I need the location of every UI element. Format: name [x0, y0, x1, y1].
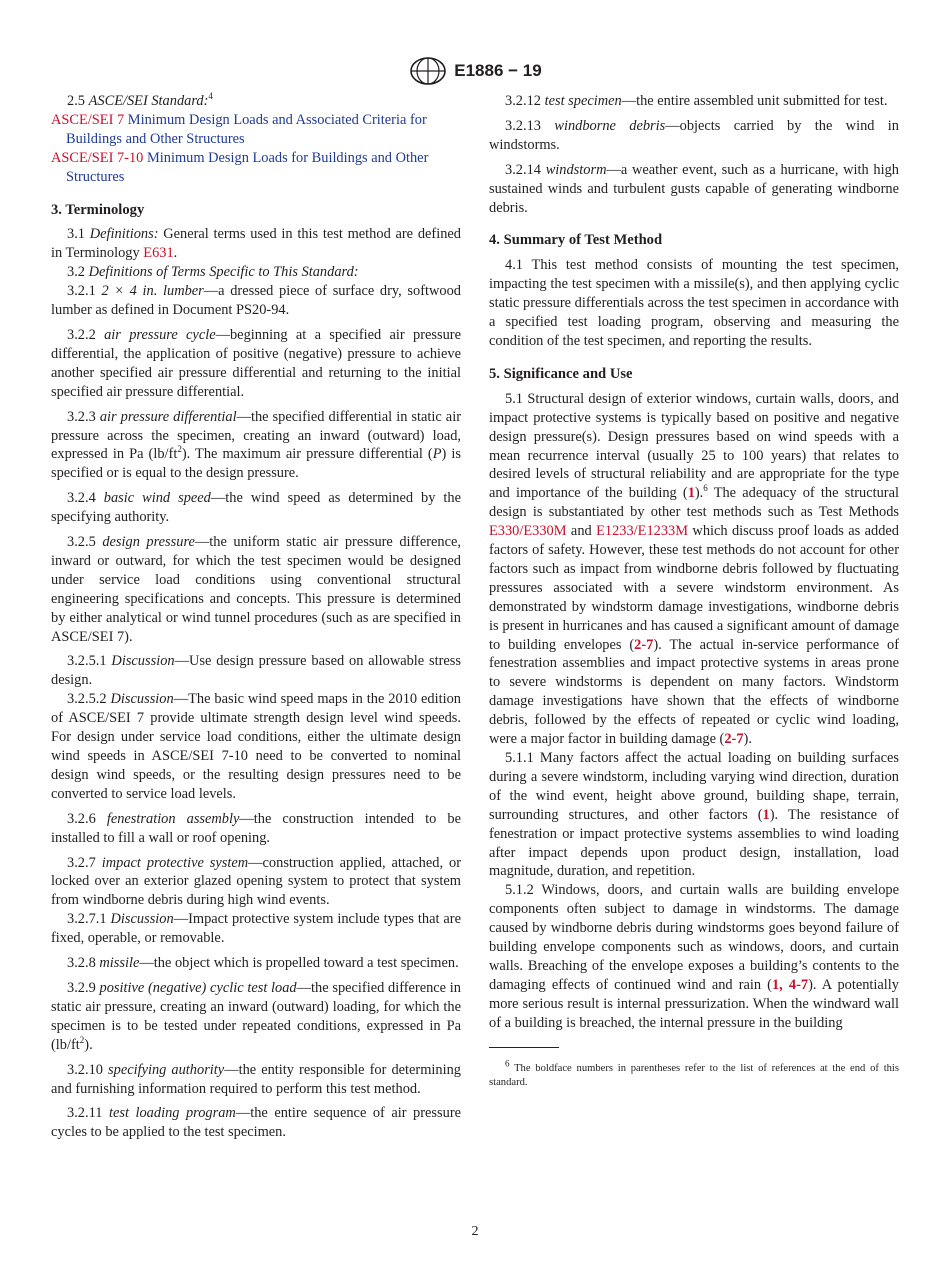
reference-link[interactable]: 2-7	[634, 636, 654, 653]
paragraph-3-2-5-1: 3.2.5.1 Discussion—Use design pressure based on allowable stress design.	[51, 653, 461, 689]
paragraph-3-2-10: 3.2.10 specifying authority—the entity responsible for determining and furnishing information required to perform this test method.	[51, 1061, 461, 1097]
paragraph-3-1: 3.1 Definitions: General terms used in this test method are defined in Terminology E631.	[51, 226, 461, 262]
paragraph-5-1-1: 5.1.1 Many factors affect the actual loading on building surfaces during a severe windstorm, including varying wind direction, duration of the wind event, height above ground, building shape, terrain, surrounding structures, and other factors (1). The resistance of fenestration or impact protective systems assemblies to wind loading after impact depends upon product design, installation, load magnitude, duration, and repetition.	[489, 750, 899, 880]
page-header	[0, 56, 950, 86]
reference-title-link[interactable]: Minimum Design Loads and Associated Criteria for Buildings and Other Structures	[66, 111, 427, 147]
paragraph-3-2-7: 3.2.7 impact protective system—construction applied, attached, or locked over an exterior glazed opening system to protect that system from windborne debris during high wind events.	[51, 854, 461, 909]
paragraph-3-2-2: 3.2.2 air pressure cycle—beginning at a specified air pressure differential, the application of positive (negative) pressure to achieve another specified air pressure differential and returning to the initial specified air pressure differential.	[51, 326, 461, 400]
reference-asce-7	[51, 111, 461, 149]
reference-asce-7-10	[51, 149, 461, 187]
reference-title-link[interactable]: Minimum Design Loads for Buildings and Other Structures	[66, 149, 429, 185]
paragraph-3-2-8: 3.2.8 missile—the object which is propelled toward a test specimen.	[67, 955, 459, 972]
terminology-link[interactable]: E631	[143, 245, 174, 262]
reference-link[interactable]: 1	[762, 806, 770, 823]
paragraph-3-2-5-2: 3.2.5.2 Discussion—The basic wind speed maps in the 2010 edition of ASCE/SEI 7 provide ultimate strength design level wind speeds. For design under service load conditions, either the ultimate design wind speeds in ASCE/SEI 7-10 need to be converted to nominal design wind speeds, or the resulting design pressures need to be converted to service load levels.	[51, 691, 461, 802]
reference-code-link[interactable]: ASCE/SEI 7-10	[51, 149, 144, 166]
section-3-heading: 3. Terminology	[51, 201, 145, 218]
section-number: 2.5	[67, 93, 85, 109]
paragraph-3-2-4: 3.2.4 basic wind speed—the wind speed as determined by the specifying authority.	[51, 490, 462, 526]
reference-code-link[interactable]: ASCE/SEI 7	[51, 111, 125, 128]
reference-link[interactable]: 1	[687, 485, 695, 502]
paragraph-3-2-12: 3.2.12 test specimen—the entire assembled unit submitted for test.	[505, 93, 888, 109]
page-number: 2	[471, 1224, 479, 1239]
paragraph-3-2-3: 3.2.3 air pressure differential—the specified differential in static air pressure across the specimen, creating an inward (outward) load, expressed in Pa $(lb/ft^2)$. The maximum air pressure differential (P) is specified or is equal to the design pressure.	[51, 408, 461, 482]
standard-link-e1233[interactable]: E1233/E1233M	[596, 523, 689, 540]
right-column	[489, 92, 899, 1090]
paragraph-3-2-13: 3.2.13 windborne debris—objects carried by the wind in windstorms.	[489, 117, 899, 153]
paragraph-3-2: 3.2 Definitions of Terms Specific to This Standard:	[67, 264, 359, 281]
paragraph-3-2-11: 3.2.11 test loading program—the entire sequence of air pressure cycles to be applied to the test specimen.	[51, 1105, 461, 1141]
reference-link[interactable]: 1, 4-7	[771, 976, 809, 993]
section-title: ASCE/SEI Standard:	[88, 93, 209, 109]
footnote-6: $^6$ The boldface numbers in parentheses refer to the list of references at the end of this standard.	[489, 1058, 899, 1088]
section-2-5	[51, 92, 461, 111]
section-4-heading: 4. Summary of Test Method	[489, 232, 663, 249]
paragraph-4-1: 4.1 This test method consists of mounting the test specimen, impacting the test specimen with a missile(s), and then applying cyclic static pressure differentials across the test specimen in accordance with a specified test loading program, observing and measuring the condition of the test specimen, and reporting the results.	[489, 257, 899, 349]
reference-link[interactable]: 2-7	[724, 731, 744, 748]
paragraph-3-2-5: 3.2.5 design pressure—the uniform static air pressure difference, inward or outward, for which the test specimen would be designed under service load conditions using conventional structural engineering specifications and concepts. This pressure is determined by either analytical or wind tunnel procedures (such as are specified in ASCE/SEI 7).	[51, 534, 461, 645]
paragraph-3-2-1: 3.2.1 2 × 4 in. lumber—a dressed piece of surface dry, softwood lumber as defined in Document PS20-94.	[51, 283, 461, 319]
astm-logo	[408, 56, 448, 86]
document-number: E1886 − 19	[454, 61, 542, 80]
left-column	[51, 92, 461, 1142]
paragraph-3-2-14: 3.2.14 windstorm—a weather event, such as a hurricane, with high sustained winds and turbulent gusts capable of generating windborne debris.	[489, 161, 899, 216]
paragraph-5-1: 5.1 Structural design of exterior windows, curtain walls, doors, and impact protective systems is typically based on positive and negative design pressure(s). Design pressures based on wind speeds with a mean recurrence interval (usually 25 to 100 years) that relates to desired levels of structural reliability and are appropriate for the type and importance of the building (1).$^6$ The adequacy of the structural design is substantiated by other test methods such as Test Methods E330/E330M and E1233/E1233M which discuss proof loads as added factors of safety. However, these test methods do not account for other factors such as impact from windborne debris followed by fluctuating pressures associated with a severe windstorm environment. As demonstrated by windstorm damage investigations, windborne debris is present in hurricanes and has caused a significant amount of damage to building envelopes (2-7). The actual in-service performance of fenestration assemblies and impact protective systems in areas prone to severe windstorms is dependent on many factors. Windstorm damage investigations have shown that the effects of windborne debris, followed by the effects of repeated or cyclic wind loading, were a major factor in building damage (2-7).	[489, 390, 899, 748]
footnote-marker: 4	[208, 91, 213, 102]
standard-link-e330[interactable]: E330/E330M	[489, 523, 567, 540]
paragraph-3-2-7-1: 3.2.7.1 Discussion—Impact protective system include types that are fixed, operable, or removable.	[51, 911, 461, 947]
paragraph-3-2-6: 3.2.6 fenestration assembly—the construction intended to be installed to fill a wall or roof opening.	[51, 810, 461, 846]
footnote-divider	[489, 1047, 559, 1048]
paragraph-3-2-9: 3.2.9 positive (negative) cyclic test load—the specified difference in static air pressure, creating an inward (outward) loading, for which the specimen is to be tested under repeated conditions, expressed in Pa $(lb/ft^2)$.	[51, 979, 461, 1053]
paragraph-5-1-2: 5.1.2 Windows, doors, and curtain walls are building envelope components often subject to damage in windstorms. The damage caused by windborne debris during windstorms goes beyond failure of building envelope components such as windows, doors, and curtain walls. Breaching of the envelope exposes a building’s contents to the damaging effects of continued wind and rain (1, 4-7). A potentially more serious result is internal pressurization. When the windward wall of a building is breached, the internal pressure in the building	[489, 882, 899, 1031]
section-5-heading: 5. Significance and Use	[489, 365, 633, 382]
